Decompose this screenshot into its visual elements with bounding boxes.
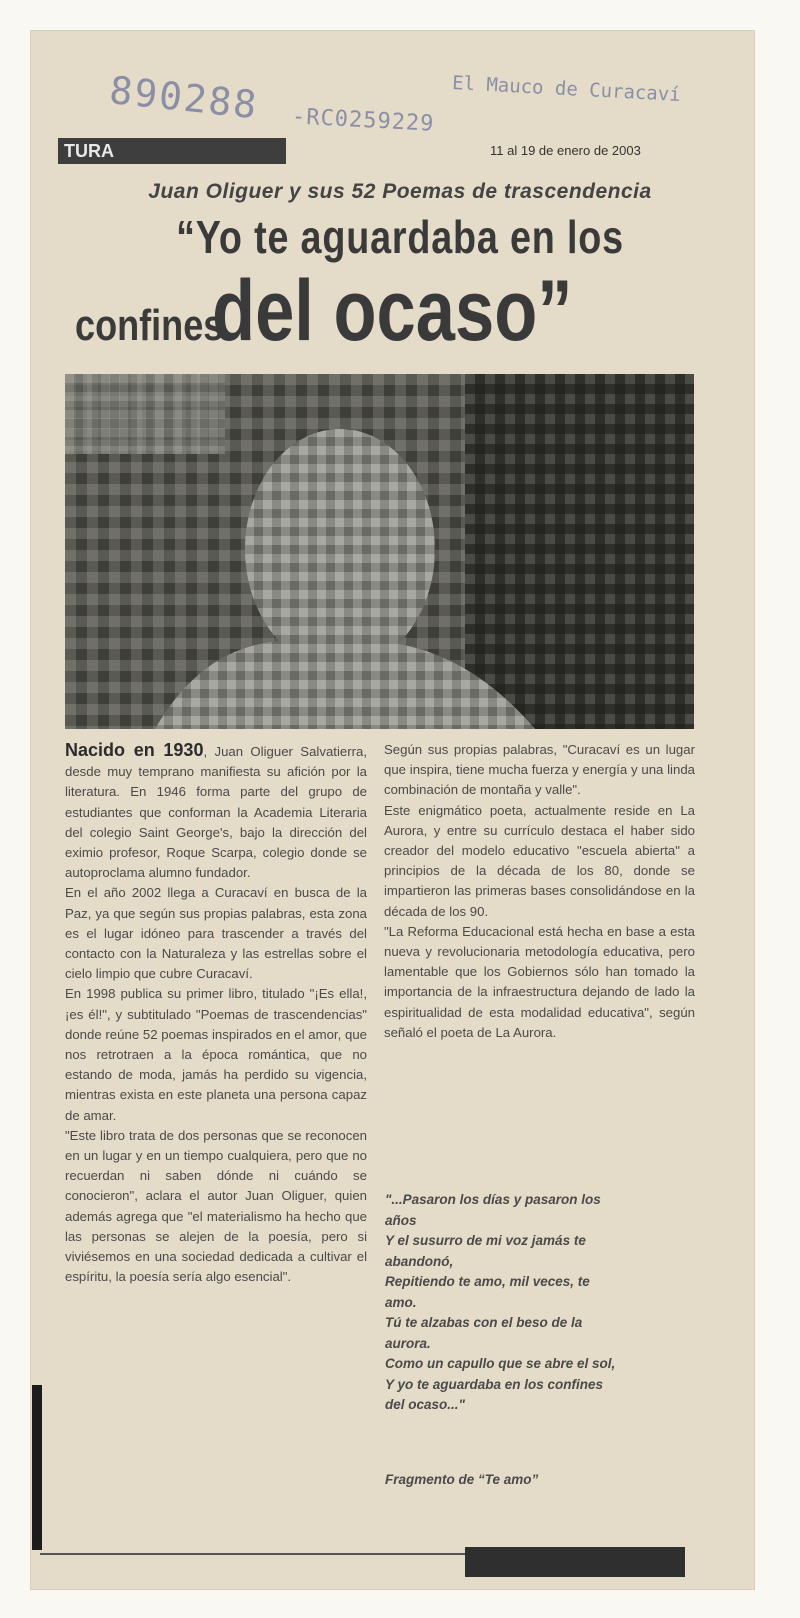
headline-line2 [75,262,652,361]
paragraph: "Este libro trata de dos personas que se reconocen en un lugar y en un tiempo cualquiera, pero que no recuerdan ni saben dónde ni cuándo se conocieron", aclara el autor Juan Oliguer, quien además agrega que "el materialismo ha hecho que las personas se alejen de la poesía, pero si viviésemos en una sociedad dedicada a cultivar el espíritu, la poesía sería algo esencial". [65,1127,367,1285]
poem-line: Y el susurro de mi voz jamás te [385,1233,586,1248]
headline-line1: “Yo te aguardaba en los [176,211,624,263]
poem-line: aurora. [385,1335,431,1351]
paragraph: En 1998 publica su primer libro, titulado "¡Es ella!, ¡es él!", y subtitulado "Poemas de trascendencias" donde reúne 52 poemas inspirados en el amor, que nos retrotraen a la época romántica, que no estando de moda, jamás ha perdido su vigencia, mientras exista en este planeta una persona capaz de amar. [65,986,367,1123]
handwritten-source: El Mauco de Curacaví [451,72,682,106]
handwritten-code: -RC0259229 [291,104,436,137]
paragraph-text: , Juan Oliguer Salvatierra, desde muy temprano manifiesta su afición por la literatura. En 1946 forma parte del grupo de estudiantes que conforman la Academia Literaria del colegio Saint George's, bajo la dirección del eximio profesor, Roque Scarpa, colegio donde se autoproclama alumno fundador. [65,744,367,881]
poem-line: Como un capullo que se abre el sol, [385,1356,616,1371]
article-column-1 [65,740,367,1287]
poem-line: abandonó, [385,1253,454,1269]
paragraph: En el año 2002 llega a Curacaví en busca de la Paz, ya que según sus propias palabras, esta zona es el lugar idóneo para trascender a través del contacto con la Naturaleza y las estrellas sobre el cielo limpio que cubre Curacaví. [65,885,367,982]
paragraph [65,740,367,883]
handwritten-number: 890288 [107,68,261,128]
article-column-2 [384,740,695,1043]
portrait-photo-icon [65,374,694,729]
poem-line: del ocaso..." [385,1397,465,1412]
poem-line: "...Pasaron los días y pasaron los [385,1192,601,1207]
poem-line: amo. [385,1294,417,1310]
poem-line: años [385,1212,417,1228]
bottom-banner-fragment [465,1547,685,1577]
poem-line: Repitiendo te amo, mil veces, te [385,1274,590,1289]
paragraph: Según sus propias palabras, "Curacaví es un lugar que inspira, tiene mucha fuerza y energía y una linda combinación de montaña y valle". [384,742,695,798]
headline-line2-small: confines [75,301,224,350]
portrait-photo [65,374,694,729]
headline-line2-large: del ocaso” [212,263,573,359]
lead-in: Nacido en 1930 [65,740,204,760]
kicker: Juan Oliguer y sus 52 Poemas de trascendencia [148,180,652,203]
poem-line: Y yo te aguardaba en los confines [385,1376,604,1392]
poem-line: Tú te alzabas con el beso de la [385,1315,583,1330]
poem-fragment [385,1190,685,1416]
poem-attribution: Fragmento de “Te amo” [385,1472,539,1487]
scan-edge-strip [32,1385,42,1550]
issue-date: 11 al 19 de enero de 2003 [490,143,641,158]
section-label: TURA [58,138,286,164]
paragraph: "La Reforma Educacional está hecha en base a esta nueva y revolucionaria metodología educativa, pero lamentable que los Gobiernos sólo han tomado la importancia de la infraestructura dejando de lado la espiritualidad de esta modalidad educativa", según señaló el poeta de La Aurora. [384,923,695,1040]
paragraph: Este enigmático poeta, actualmente reside en La Aurora, y entre su currículo destaca el haber sido creador del modelo educativo "escuela abierta" a principios de la década de los 80, donde se impartieron las primeras bases consolidándose en la década de los 90. [384,802,695,919]
